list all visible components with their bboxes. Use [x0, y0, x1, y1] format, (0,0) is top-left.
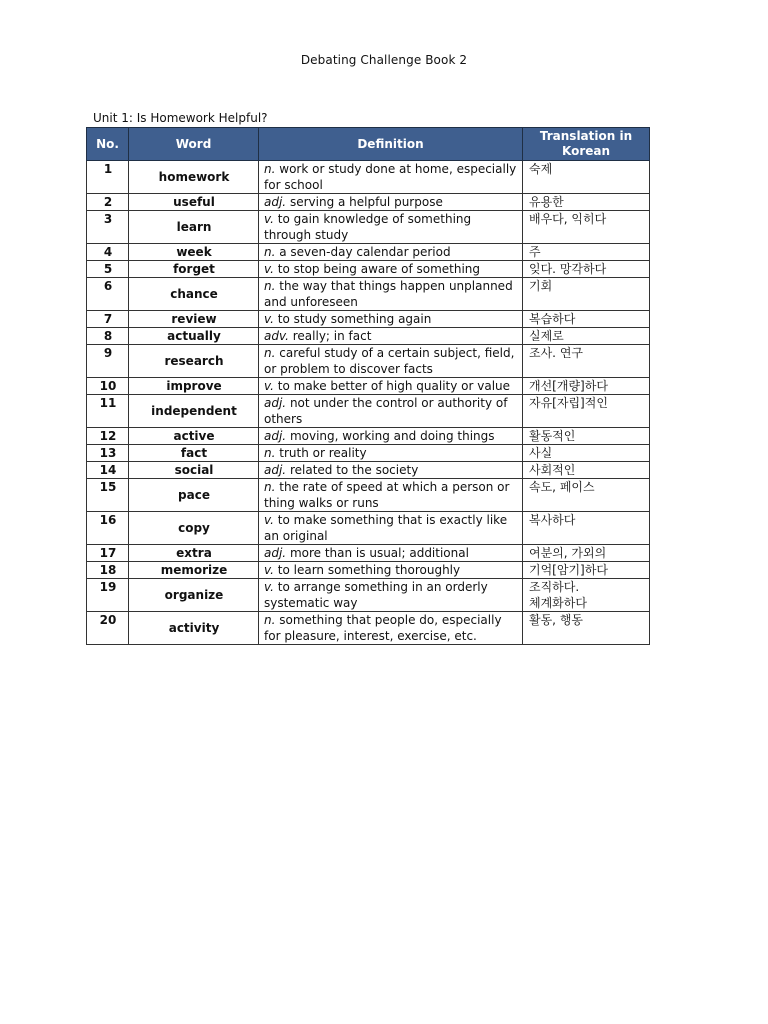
korean-translation: 주	[523, 244, 650, 261]
korean-translation: 기억[암기]하다	[523, 562, 650, 579]
korean-translation: 복사하다	[523, 512, 650, 545]
definition-text: the way that things happen unplanned and unforeseen	[264, 279, 513, 309]
vocab-word: chance	[129, 278, 259, 311]
definition-text: the rate of speed at which a person or thing walks or runs	[264, 480, 510, 510]
korean-translation: 사회적인	[523, 462, 650, 479]
definition-text: moving, working and doing things	[289, 429, 495, 443]
korean-translation: 조사. 연구	[523, 345, 650, 378]
row-number: 17	[87, 545, 129, 562]
row-number: 1	[87, 161, 129, 194]
column-header-translation: Translation in Korean	[523, 128, 650, 161]
table-row	[87, 345, 650, 378]
table-row	[87, 278, 650, 311]
korean-translation: 잊다. 망각하다	[523, 261, 650, 278]
vocab-definition	[259, 562, 523, 579]
row-number: 2	[87, 194, 129, 211]
vocab-word: research	[129, 345, 259, 378]
part-of-speech: adj.	[264, 463, 287, 477]
part-of-speech: v.	[264, 580, 274, 594]
table-row	[87, 445, 650, 462]
table-row	[87, 194, 650, 211]
definition-text: truth or reality	[279, 446, 367, 460]
part-of-speech: n.	[264, 279, 276, 293]
korean-translation: 자유[자립]적인	[523, 395, 650, 428]
part-of-speech: n.	[264, 162, 276, 176]
part-of-speech: v.	[264, 212, 274, 226]
vocabulary-table	[86, 127, 650, 645]
korean-translation: 실제로	[523, 328, 650, 345]
vocab-definition	[259, 311, 523, 328]
part-of-speech: adj.	[264, 396, 287, 410]
korean-translation: 여분의, 가외의	[523, 545, 650, 562]
definition-text: to learn something thoroughly	[277, 563, 461, 577]
vocab-definition	[259, 612, 523, 645]
korean-translation: 복습하다	[523, 311, 650, 328]
korean-translation: 사실	[523, 445, 650, 462]
part-of-speech: n.	[264, 613, 276, 627]
vocab-word: actually	[129, 328, 259, 345]
part-of-speech: v.	[264, 262, 274, 276]
table-row	[87, 579, 650, 612]
row-number: 8	[87, 328, 129, 345]
table-row	[87, 562, 650, 579]
definition-text: careful study of a certain subject, field, or problem to discover facts	[264, 346, 515, 376]
vocab-word: week	[129, 244, 259, 261]
part-of-speech: adj.	[264, 195, 287, 209]
vocab-word: extra	[129, 545, 259, 562]
table-row	[87, 328, 650, 345]
table-row	[87, 428, 650, 445]
part-of-speech: n.	[264, 346, 276, 360]
row-number: 13	[87, 445, 129, 462]
table-row	[87, 545, 650, 562]
korean-translation: 숙제	[523, 161, 650, 194]
vocab-definition	[259, 194, 523, 211]
row-number: 5	[87, 261, 129, 278]
part-of-speech: adj.	[264, 546, 287, 560]
vocab-definition	[259, 545, 523, 562]
vocab-definition	[259, 278, 523, 311]
table-row	[87, 161, 650, 194]
vocab-definition	[259, 428, 523, 445]
vocab-word: social	[129, 462, 259, 479]
table-row	[87, 479, 650, 512]
vocab-word: fact	[129, 445, 259, 462]
table-row	[87, 378, 650, 395]
row-number: 14	[87, 462, 129, 479]
vocab-word: review	[129, 311, 259, 328]
definition-text: not under the control or authority of others	[264, 396, 508, 426]
page-header: Debating Challenge Book 2	[300, 53, 468, 67]
vocab-definition	[259, 211, 523, 244]
vocab-definition	[259, 479, 523, 512]
vocab-word: copy	[129, 512, 259, 545]
vocab-word: useful	[129, 194, 259, 211]
table-row	[87, 612, 650, 645]
table-row	[87, 462, 650, 479]
part-of-speech: v.	[264, 563, 274, 577]
korean-translation: 활동, 행동	[523, 612, 650, 645]
vocab-definition	[259, 328, 523, 345]
part-of-speech: n.	[264, 480, 276, 494]
row-number: 12	[87, 428, 129, 445]
korean-translation: 배우다, 익히다	[523, 211, 650, 244]
definition-text: work or study done at home, especially for school	[264, 162, 517, 192]
part-of-speech: v.	[264, 513, 274, 527]
part-of-speech: v.	[264, 379, 274, 393]
table-row	[87, 261, 650, 278]
part-of-speech: adj.	[264, 429, 287, 443]
definition-text: a seven-day calendar period	[279, 245, 451, 259]
vocab-definition	[259, 345, 523, 378]
vocab-word: homework	[129, 161, 259, 194]
vocab-definition	[259, 462, 523, 479]
row-number: 3	[87, 211, 129, 244]
vocab-word: forget	[129, 261, 259, 278]
vocab-word: improve	[129, 378, 259, 395]
row-number: 16	[87, 512, 129, 545]
part-of-speech: v.	[264, 312, 274, 326]
korean-translation: 개선[개량]하다	[523, 378, 650, 395]
vocab-definition	[259, 261, 523, 278]
vocab-word: active	[129, 428, 259, 445]
definition-text: to arrange something in an orderly systematic way	[264, 580, 488, 610]
table-row	[87, 395, 650, 428]
definition-text: something that people do, especially for pleasure, interest, exercise, etc.	[264, 613, 502, 643]
definition-text: really; in fact	[292, 329, 372, 343]
vocab-word: independent	[129, 395, 259, 428]
row-number: 15	[87, 479, 129, 512]
definition-text: to make better of high quality or value	[277, 379, 511, 393]
column-header-definition: Definition	[259, 128, 523, 161]
korean-translation: 조직하다. 체계화하다	[523, 579, 650, 612]
definition-text: related to the society	[289, 463, 419, 477]
vocab-word: organize	[129, 579, 259, 612]
table-row	[87, 512, 650, 545]
row-number: 19	[87, 579, 129, 612]
vocab-word: pace	[129, 479, 259, 512]
column-header-word: Word	[129, 128, 259, 161]
korean-translation: 활동적인	[523, 428, 650, 445]
vocab-definition	[259, 244, 523, 261]
definition-text: to make something that is exactly like an original	[264, 513, 508, 543]
row-number: 7	[87, 311, 129, 328]
vocab-definition	[259, 161, 523, 194]
korean-translation: 기회	[523, 278, 650, 311]
vocab-word: activity	[129, 612, 259, 645]
table-row	[87, 244, 650, 261]
row-number: 9	[87, 345, 129, 378]
definition-text: to gain knowledge of something through study	[264, 212, 472, 242]
definition-text: to study something again	[277, 312, 432, 326]
vocab-word: memorize	[129, 562, 259, 579]
vocab-word: learn	[129, 211, 259, 244]
definition-text: serving a helpful purpose	[289, 195, 443, 209]
row-number: 18	[87, 562, 129, 579]
vocab-definition	[259, 512, 523, 545]
vocab-definition	[259, 395, 523, 428]
column-header-no: No.	[87, 128, 129, 161]
vocab-definition	[259, 378, 523, 395]
korean-translation: 유용한	[523, 194, 650, 211]
vocabulary-table-body	[87, 161, 650, 645]
part-of-speech: adv.	[264, 329, 289, 343]
definition-text: to stop being aware of something	[277, 262, 481, 276]
table-row	[87, 211, 650, 244]
row-number: 11	[87, 395, 129, 428]
row-number: 20	[87, 612, 129, 645]
row-number: 10	[87, 378, 129, 395]
vocab-definition	[259, 445, 523, 462]
table-row	[87, 311, 650, 328]
table-header-row	[87, 128, 650, 161]
row-number: 4	[87, 244, 129, 261]
definition-text: more than is usual; additional	[289, 546, 469, 560]
part-of-speech: n.	[264, 245, 276, 259]
vocab-definition	[259, 579, 523, 612]
korean-translation: 속도, 페이스	[523, 479, 650, 512]
row-number: 6	[87, 278, 129, 311]
unit-title: Unit 1: Is Homework Helpful?	[93, 111, 268, 125]
part-of-speech: n.	[264, 446, 276, 460]
